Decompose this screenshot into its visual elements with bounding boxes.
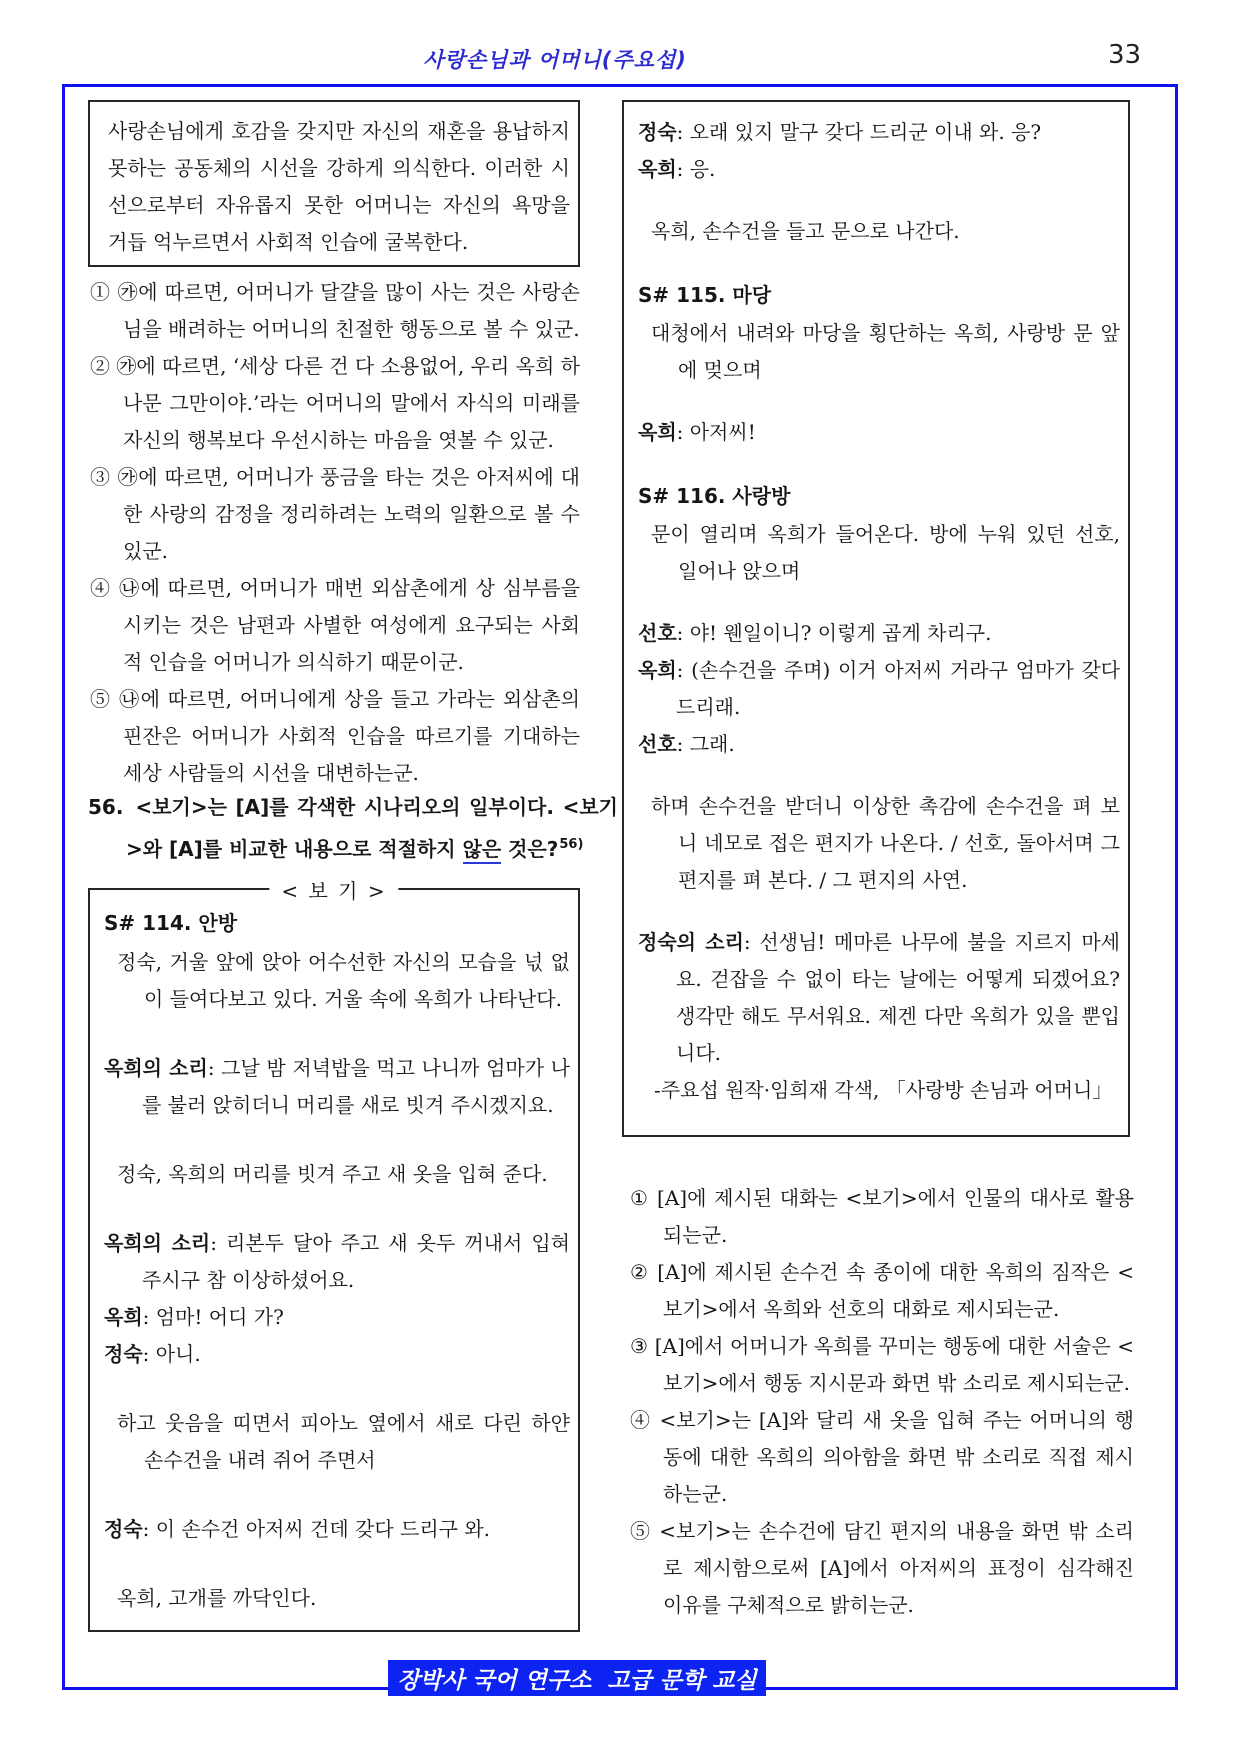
stage-direction: 문이 열리며 옥희가 들어온다. 방에 누워 있던 선호, 일어나 앉으며 xyxy=(651,522,1120,583)
stage-direction: 하며 손수건을 받더니 이상한 촉감에 손수건을 펴 보니 네모로 접은 편지가 나온다. / 선호, 돌아서며 그 편지를 펴 본다. / 그 편지의 사연. xyxy=(651,794,1120,892)
dialogue-line: 선호: 그래. xyxy=(638,732,735,756)
answer-option: ③ ㉮에 따르면, 어머니가 풍금을 타는 것은 아저씨에 대한 사랑의 감정을 정리하려는 노력의 일환으로 볼 수 있군. xyxy=(90,465,580,563)
dialogue-line: 정숙: 오래 있지 말구 갖다 드리군 이내 와. 응? xyxy=(638,120,1042,144)
line-gap xyxy=(638,899,1120,924)
footnote-ref: 56) xyxy=(559,837,584,852)
bogi-box-left xyxy=(88,879,580,1632)
speaker-name: 정숙의 소리 xyxy=(638,930,744,954)
answer-option: ① ㉮에 따르면, 어머니가 달걀을 많이 사는 것은 사랑손님을 배려하는 어머니의 친절한 행동으로 볼 수 있군. xyxy=(90,280,580,341)
footer-bar xyxy=(388,1660,766,1696)
dialogue-line: 정숙의 소리: 선생님! 메마른 나무에 불을 지르지 마세요. 걷잡을 수 없이 타는 날에는 어떻게 되겠어요? 생각만 해도 무서워요. 제겐 다만 옥희가 있을 뿐입니다. xyxy=(638,930,1120,1065)
dialogue-line: 정숙: 이 손수건 아저씨 건데 갖다 드리구 와. xyxy=(104,1517,491,1541)
line-gap xyxy=(638,763,1120,788)
speaker-name: 정숙 xyxy=(104,1342,143,1366)
dialogue-line: 옥희의 소리: 그날 밤 저녁밥을 먹고 나니까 엄마가 나를 불러 앉히더니 머리를 새로 빗겨 주시겠지요. xyxy=(104,1056,570,1117)
stage-direction: 하고 웃음을 띠면서 피아노 옆에서 새로 다린 하얀 손수건을 내려 쥐어 주면서 xyxy=(117,1411,570,1472)
bogi-label: < 보 기 > xyxy=(269,875,398,904)
footer-label: 장박사 국어 연구소 고급 문학 교실 xyxy=(397,1667,757,1694)
speaker-name: 옥희 xyxy=(638,420,677,444)
line-gap xyxy=(638,389,1120,414)
line-gap xyxy=(638,451,1120,476)
stage-direction: 정숙, 거울 앞에 앉아 어수선한 자신의 모습을 넋 없이 들여다보고 있다. 거울 속에 옥희가 나타난다. xyxy=(117,950,570,1011)
speaker-name: 선호 xyxy=(638,732,677,756)
stem-underlined-word: 않은 xyxy=(463,837,502,864)
dialogue-line: 옥희: 응. xyxy=(638,157,716,181)
line-gap xyxy=(104,1018,570,1050)
answer-option: ⑤ ㉯에 따르면, 어머니에게 상을 들고 가라는 외삼촌의 핀잔은 어머니가 사회적 인습을 따르기를 기대하는 세상 사람들의 시선을 대변하는군. xyxy=(90,687,580,785)
answer-option: ② [A]에 제시된 손수건 속 종이에 대한 옥희의 짐작은 <보기>에서 옥희와 선호의 대화로 제시되는군. xyxy=(630,1260,1134,1321)
scene-heading: S# 115. 마당 xyxy=(638,283,772,307)
stem-text: <보기>는 [A]를 각색한 시나리오의 일부이다. <보기>와 [A]를 비교한 내용으로 적절하지 xyxy=(126,795,618,861)
speaker-name: 옥희 xyxy=(638,157,677,181)
scene-heading: S# 116. 사랑방 xyxy=(638,484,791,508)
dialogue-line: 옥희: (손수건을 주며) 이거 아저씨 거라구 엄마가 갖다 드리래. xyxy=(638,658,1120,719)
line-gap xyxy=(104,1548,570,1580)
question-number: 56. xyxy=(88,795,124,819)
speaker-name: 옥희의 소리 xyxy=(104,1231,211,1255)
stage-direction: 옥희, 고개를 까닥인다. xyxy=(117,1586,317,1610)
stage-direction: 대청에서 내려와 마당을 횡단하는 옥희, 사랑방 문 앞에 멎으며 xyxy=(651,321,1120,382)
speaker-name: 정숙 xyxy=(638,120,677,144)
speaker-name: 선호 xyxy=(638,621,677,645)
dialogue-line: 옥희의 소리: 리본두 달아 주고 새 옷두 꺼내서 입혀 주시구 참 이상하셨어요. xyxy=(104,1231,570,1292)
question-56 xyxy=(88,788,618,868)
line-gap xyxy=(638,250,1120,275)
line-gap xyxy=(104,1373,570,1405)
dialogue-line: 정숙: 아니. xyxy=(104,1342,201,1366)
scenario-right xyxy=(624,102,1128,1109)
speaker-name: 정숙 xyxy=(104,1517,143,1541)
line-gap xyxy=(638,188,1120,213)
stage-direction: 옥희, 손수건을 들고 문으로 나간다. xyxy=(651,219,960,243)
speaker-name: 옥희 xyxy=(638,658,677,682)
summary-text: 사랑손님에게 호감을 갖지만 자신의 재혼을 용납하지 못하는 공동체의 시선을 강하게 의식한다. 이러한 시선으로부터 자유롭지 못한 어머니는 자신의 욕망을 거듭 억누르면서 사회적 인습에 굴복한다. xyxy=(108,119,570,254)
answer-option: ③ [A]에서 어머니가 옥희를 꾸미는 행동에 대한 서술은 <보기>에서 행동 지시문과 화면 밖 소리로 제시되는군. xyxy=(630,1334,1134,1395)
source-attribution: -주요섭 원작·임희재 각색, 「사랑방 손님과 어머니」 xyxy=(654,1078,1113,1102)
line-gap xyxy=(638,590,1120,615)
header-title: 사랑손님과 어머니(주요섭) xyxy=(423,48,687,72)
dialogue-line: 옥희: 아저씨! xyxy=(638,420,756,444)
question-56-options xyxy=(630,1180,1134,1624)
line-gap xyxy=(104,1479,570,1511)
answer-option: ⑤ <보기>는 손수건에 담긴 편지의 내용을 화면 밖 소리로 제시함으로써 [A]에서 아저씨의 표정이 심각해진 이유를 구체적으로 밝히는군. xyxy=(630,1519,1134,1617)
dialogue-line: 선호: 야! 웬일이니? 이렇게 곱게 차리구. xyxy=(638,621,992,645)
page-number: 33 xyxy=(1108,40,1142,70)
bogi-box-right xyxy=(622,100,1130,1137)
question-55-options xyxy=(90,274,580,792)
speaker-name: 옥희의 소리 xyxy=(104,1056,208,1080)
answer-option: ④ ㉯에 따르면, 어머니가 매번 외삼촌에게 상 심부름을 시키는 것은 남편과 사별한 여성에게 요구되는 사회적 인습을 어머니가 의식하기 때문이군. xyxy=(90,576,580,674)
scenario-left xyxy=(90,890,578,1617)
summary-box xyxy=(88,100,580,267)
scene-heading: S# 114. 안방 xyxy=(104,911,238,935)
answer-option: ② ㉮에 따르면, ‘세상 다른 건 다 소용없어, 우리 옥희 하나문 그만이야.’라는 어머니의 말에서 자식의 미래를 자신의 행복보다 우선시하는 마음을 엿볼 수 있군. xyxy=(90,354,580,452)
line-gap xyxy=(104,1124,570,1156)
line-gap xyxy=(104,1193,570,1225)
answer-option: ① [A]에 제시된 대화는 <보기>에서 인물의 대사로 활용되는군. xyxy=(630,1186,1134,1247)
stem-text-after: 것은? xyxy=(501,836,559,861)
question-stem xyxy=(126,795,618,861)
stage-direction: 정숙, 옥희의 머리를 빗겨 주고 새 옷을 입혀 준다. xyxy=(117,1162,548,1186)
answer-option: ④ <보기>는 [A]와 달리 새 옷을 입혀 주는 어머니의 행동에 대한 옥희의 의아함을 화면 밖 소리로 직접 제시하는군. xyxy=(630,1408,1134,1506)
speaker-name: 옥희 xyxy=(104,1305,143,1329)
dialogue-line: 옥희: 엄마! 어디 가? xyxy=(104,1305,284,1329)
